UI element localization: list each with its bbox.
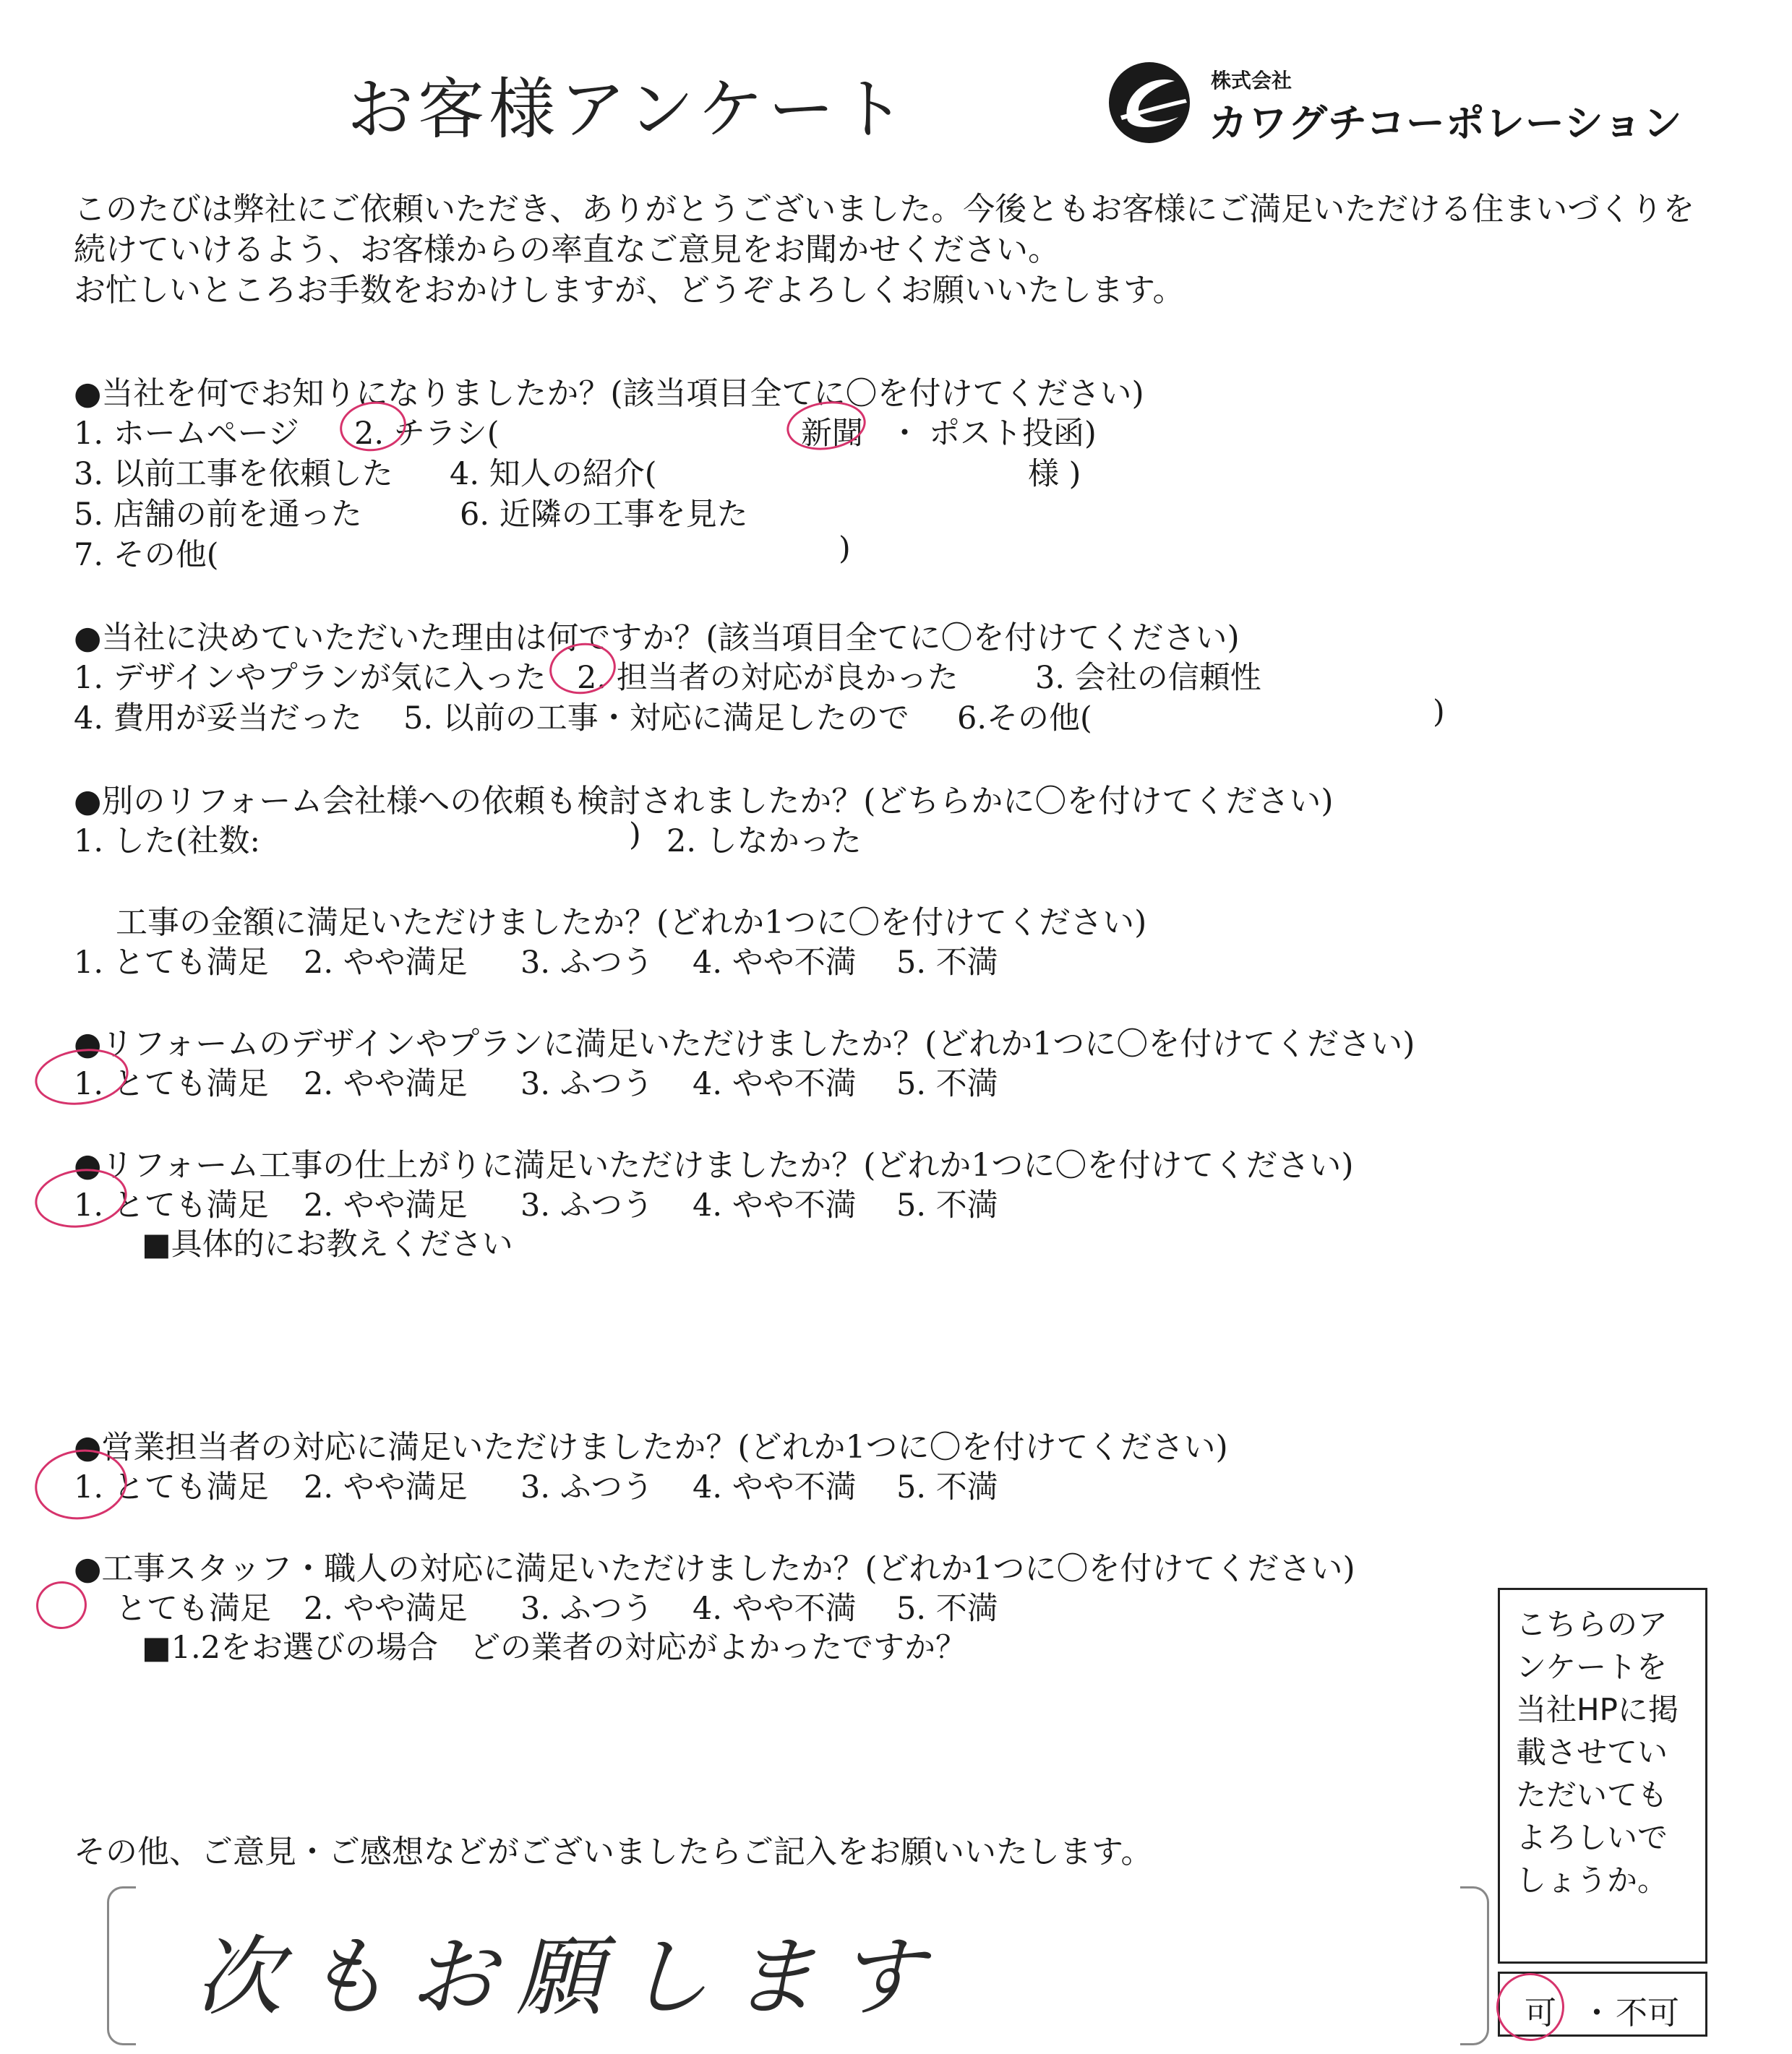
hp-consent-sep: ・ [1581, 1995, 1613, 2032]
q5-option-1[interactable]: 1. とても満足 [74, 1066, 269, 1102]
q2-option-3[interactable]: 3. 会社の信頼性 [1035, 660, 1261, 696]
q5-option-3[interactable]: 3. ふつう [520, 1066, 653, 1102]
q7-option-2[interactable]: 2. やや満足 [304, 1469, 468, 1505]
intro-line-1: このたびは弊社にご依頼いただき、ありがとうございました。今後ともお客様にご満足いただける住まいづくりを [74, 191, 1695, 228]
q4-option-4[interactable]: 4. やや不満 [693, 945, 857, 981]
q1-option-7[interactable]: 7. その他( [74, 537, 219, 573]
q6-option-1[interactable]: 1. とても満足 [74, 1187, 269, 1224]
hp-consent-yes[interactable]: 可 [1525, 1995, 1556, 2032]
q8-option-5[interactable]: 5. 不満 [896, 1591, 998, 1627]
q4-option-2[interactable]: 2. やや満足 [304, 945, 468, 981]
q2-option-5[interactable]: 5. 以前の工事・対応に満足したので [403, 700, 909, 736]
q2-question: ●当社に決めていただいた理由は何ですか？(該当項目全てに〇を付けてください) [74, 619, 1240, 656]
q5-option-2[interactable]: 2. やや満足 [304, 1066, 468, 1102]
q3-question: ●別のリフォーム会社様への依頼も検討されましたか？(どちらかに〇を付けてください) [74, 783, 1334, 820]
intro-line-3: お忙しいところお手数をおかけしますが、どうぞよろしくお願いいたします。 [74, 272, 1185, 309]
q2-option-6[interactable]: 6.その他( [957, 700, 1092, 736]
q4-question: 工事の金額に満足いただけましたか？(どれか1つに〇を付けてください) [116, 904, 1147, 941]
q1-option-3[interactable]: 3. 以前工事を依頼した [74, 456, 393, 492]
hp-consent-no[interactable]: 不可 [1616, 1995, 1679, 2032]
page-title: お客様アンケート [347, 71, 910, 148]
q8-note: ■1.2をお選びの場合 どの業者の対応がよかったですか？ [142, 1630, 967, 1666]
q8-option-4[interactable]: 4. やや不満 [693, 1591, 857, 1627]
q8-option-2[interactable]: 2. やや満足 [304, 1591, 468, 1627]
q4-option-1[interactable]: 1. とても満足 [74, 945, 269, 981]
q1-question: ●当社を何でお知りになりましたか？(該当項目全てに〇を付けてください) [74, 375, 1144, 412]
q6-note: ■具体的にお教えください [142, 1226, 513, 1263]
q4-option-5[interactable]: 5. 不満 [896, 945, 998, 981]
q1-option-4-end: 様 ) [1028, 456, 1081, 492]
hp-consent-question: こちらのアンケートを 当社HPに掲載させていただいてもよろしいでしょうか。 [1498, 1588, 1707, 1964]
q6-question: ●リフォーム工事の仕上がりに満足いただけましたか？(どれか1つに〇を付けてください) [74, 1147, 1354, 1184]
q8-option-1[interactable]: とても満足 [116, 1591, 271, 1627]
q1-option-4[interactable]: 4. 知人の紹介( [450, 456, 657, 492]
q7-option-3[interactable]: 3. ふつう [520, 1469, 653, 1505]
q5-option-5[interactable]: 5. 不満 [896, 1066, 998, 1102]
comment-bracket-right [1460, 1886, 1489, 2045]
q3-option-2[interactable]: 2. しなかった [666, 823, 862, 859]
q1-option-2b[interactable]: ポスト投函) [929, 416, 1097, 452]
q7-option-5[interactable]: 5. 不満 [896, 1469, 998, 1505]
q1-option-5[interactable]: 5. 店舗の前を通った [74, 497, 362, 533]
q6-option-2[interactable]: 2. やや満足 [304, 1187, 468, 1224]
q3-option-1-end: ) [629, 817, 641, 853]
q2-option-6-end: ) [1433, 694, 1445, 730]
q1-option-6[interactable]: 6. 近隣の工事を見た [460, 497, 748, 533]
comment-bracket-left [107, 1886, 136, 2045]
q5-question: ●リフォームのデザインやプランに満足いただけましたか？(どれか1つに〇を付けてください) [74, 1026, 1415, 1062]
q1-option-2[interactable]: 2. チラシ( [354, 416, 500, 452]
company-prefix: 株式会社 [1211, 69, 1292, 93]
q7-option-1[interactable]: 1. とても満足 [74, 1469, 269, 1505]
q6-option-4[interactable]: 4. やや不満 [693, 1187, 857, 1224]
q3-option-1[interactable]: 1. した(社数: [74, 823, 260, 859]
q7-question: ●営業担当者の対応に満足いただけましたか？(どれか1つに〇を付けてください) [74, 1429, 1228, 1466]
q4-option-3[interactable]: 3. ふつう [520, 945, 653, 981]
company-logo-icon [1106, 59, 1193, 146]
q2-option-4[interactable]: 4. 費用が妥当だった [74, 700, 362, 736]
q1-option-2-sep: ・ [889, 416, 920, 452]
q1-option-2a[interactable]: 新聞 [801, 416, 863, 452]
q1-option-7-end: ) [839, 530, 851, 567]
q6-option-3[interactable]: 3. ふつう [520, 1187, 653, 1224]
q5-option-4[interactable]: 4. やや不満 [693, 1066, 857, 1102]
q8-option-3[interactable]: 3. ふつう [520, 1591, 653, 1627]
handwritten-comment[interactable]: 次もお願します [195, 1928, 944, 2028]
comments-prompt: その他、ご意見・ご感想などがございましたらご記入をお願いいたします。 [74, 1834, 1153, 1870]
q2-option-2[interactable]: 2. 担当者の対応が良かった [577, 660, 959, 696]
company-name: カワグチコーポレーション [1209, 100, 1683, 146]
q2-option-1[interactable]: 1. デザインやプランが気に入った [74, 660, 546, 696]
q1-option-1[interactable]: 1. ホームページ [74, 416, 299, 452]
q7-option-4[interactable]: 4. やや不満 [693, 1469, 857, 1505]
q6-option-5[interactable]: 5. 不満 [896, 1187, 998, 1224]
q8-question: ●工事スタッフ・職人の対応に満足いただけましたか？(どれか1つに〇を付けてください) [74, 1550, 1355, 1587]
intro-line-2: 続けていけるよう、お客様からの率直なご意見をお聞かせください。 [74, 231, 1060, 268]
